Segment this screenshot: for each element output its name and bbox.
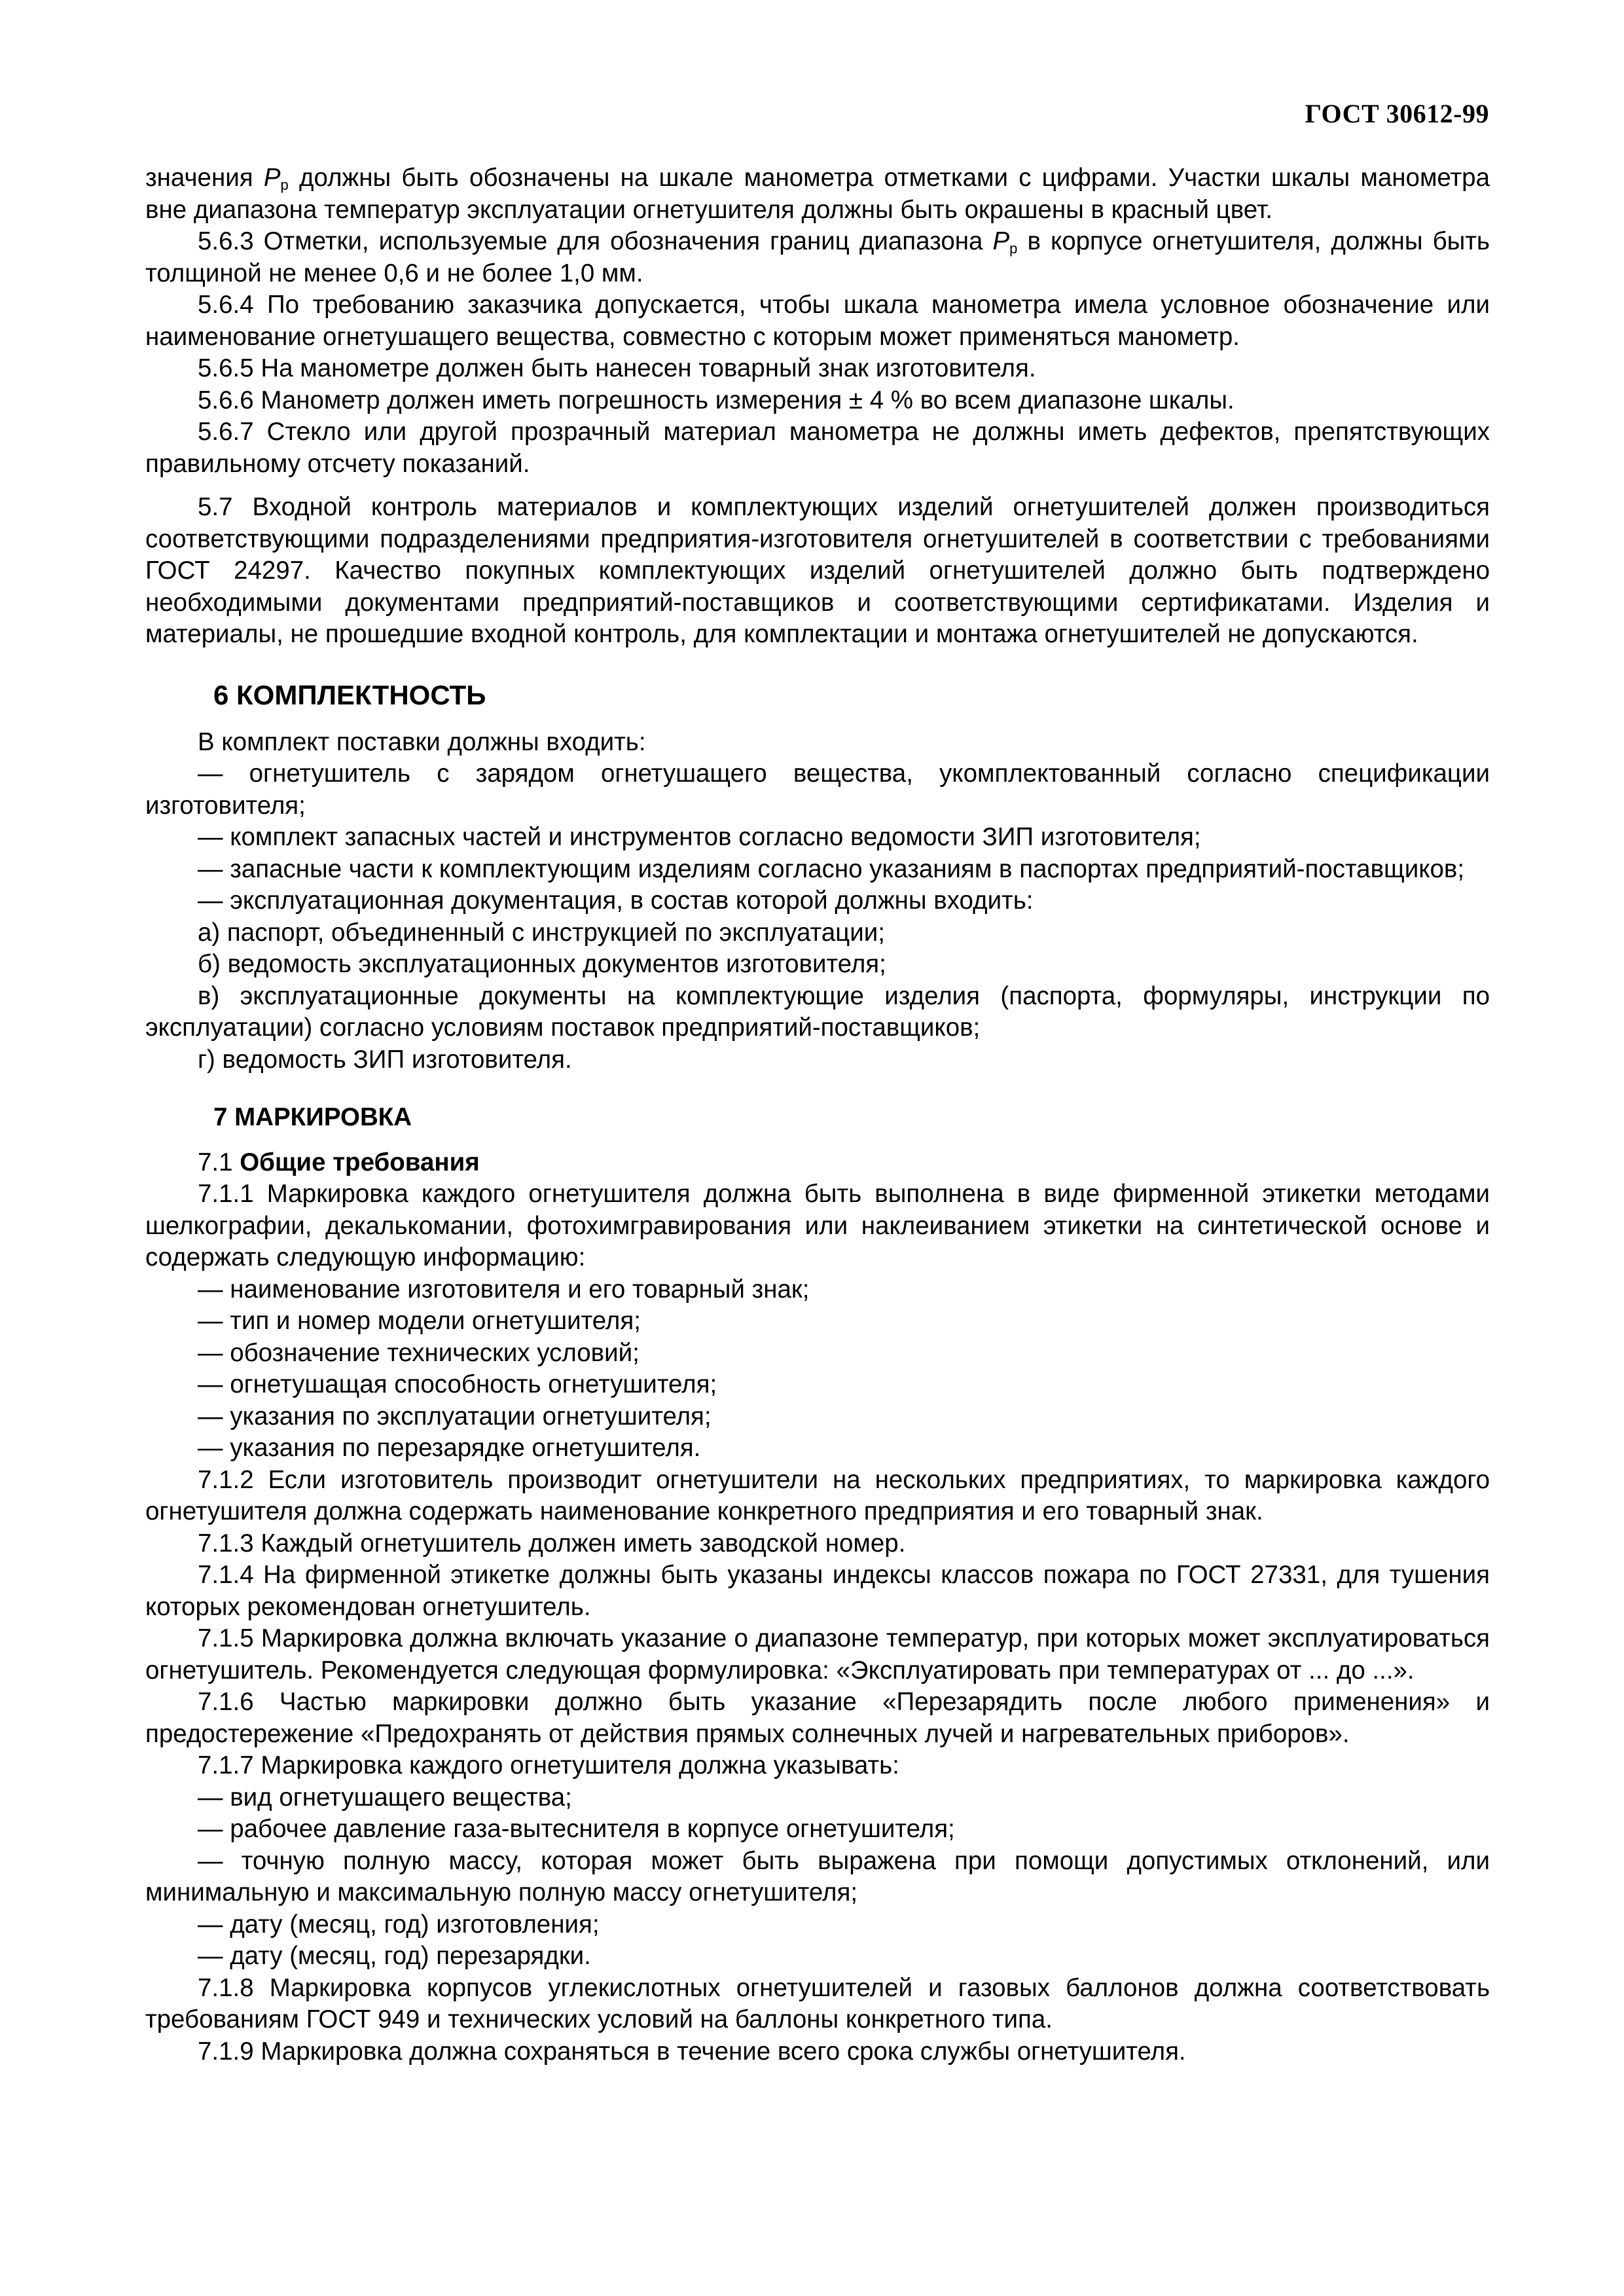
text-fragment: значения xyxy=(145,164,264,192)
list-item: — дату (месяц, год) изготовления; xyxy=(198,1910,600,1939)
list-item: — тип и номер модели огнетушителя; xyxy=(198,1307,641,1335)
list-item: — дату (месяц, год) перезарядки. xyxy=(198,1942,591,1970)
paragraph-5-7: 5.7 Входной контроль материалов и комплектующих изделий огнетушителей должен производиться соответствующими подразделениями предприятия-изготовителя огнетушителей в соответствии с требованиями ГОСТ 24297. Качество покупных комплектующих изделий огнетушителей должно быть подтверждено необходимыми документами предприятий-поставщиков и соответствующими сертификатами. Изделия и материалы, не прошедшие входной контроль, для комплектации и монтажа огнетушителей не допускаются. xyxy=(145,493,1490,648)
paragraph-7-1-7: 7.1.7 Маркировка каждого огнетушителя должна указывать: xyxy=(198,1751,899,1779)
paragraph-7-1-9: 7.1.9 Маркировка должна сохраняться в течение всего срока службы огнетушителя. xyxy=(198,2037,1186,2066)
paragraph-7-1-8: 7.1.8 Маркировка корпусов углекислотных огнетушителей и газовых баллонов должна соответствовать требованиям ГОСТ 949 и технических условий на баллоны конкретного типа. xyxy=(145,1973,1490,2033)
symbol-subscript: р xyxy=(280,177,289,193)
symbol-subscript: р xyxy=(1009,240,1018,257)
paragraph-pressure-scale xyxy=(145,162,1490,226)
list-item: — вид огнетушащего вещества; xyxy=(198,1783,572,1812)
list-item: — наименование изготовителя и его товарный знак; xyxy=(198,1275,810,1303)
text-fragment: в корпусе огнетушителя, должны быть толщиной не менее 0,6 и не более 1,0 мм. xyxy=(145,227,1490,287)
symbol-pr xyxy=(992,227,1017,255)
paragraph-7-1-1: 7.1.1 Маркировка каждого огнетушителя должна быть выполнена в виде фирменной этикетки методами шелкографии, декалькомании, фотохимгравирования или наклеиванием этикетки на синтетической основе и содержать следующую информацию: xyxy=(145,1180,1490,1271)
list-item: — обозначение технических условий; xyxy=(198,1338,640,1367)
paragraph-5-6-5: 5.6.5 На манометре должен быть нанесен товарный знак изготовителя. xyxy=(198,354,1036,382)
subsection-title: Общие требования xyxy=(240,1148,480,1176)
text-fragment: 5.6.3 Отметки, используемые для обозначения границ диапазона xyxy=(198,227,993,255)
paragraph-5-6-7: 5.6.7 Стекло или другой прозрачный материал манометра не должны иметь дефектов, препятствующих правильному отсчету показаний. xyxy=(145,418,1490,478)
paragraph-7-1-5: 7.1.5 Маркировка должна включать указание о диапазоне температур, при которых может эксплуатироваться огнетушитель. Рекомендуется следующая формулировка: «Эксплуатировать при температурах от ... до ...». xyxy=(145,1624,1490,1685)
paragraph-5-6-3 xyxy=(145,226,1490,289)
paragraph-7-1-4: 7.1.4 На фирменной этикетке должны быть указаны индексы классов пожара по ГОСТ 27331, для тушения которых рекомендован огнетушитель. xyxy=(145,1561,1490,1621)
list-item: а) паспорт, объединенный с инструкцией по эксплуатации; xyxy=(198,918,885,947)
list-item: в) эксплуатационные документы на комплектующие изделия (паспорта, формуляры, инструкции по эксплуатации) согласно условиям поставок предприятий-поставщиков; xyxy=(145,981,1490,1042)
list-item: — эксплуатационная документация, в состав которой должны входить: xyxy=(198,886,1034,915)
list-item: г) ведомость ЗИП изготовителя. xyxy=(198,1045,572,1074)
section-7-title: 7 МАРКИРОВКА xyxy=(213,1103,412,1131)
list-item: — рабочее давление газа-вытеснителя в корпусе огнетушителя; xyxy=(198,1815,955,1843)
symbol-letter: P xyxy=(992,227,1010,255)
document-header-id: ГОСТ 30612-99 xyxy=(1305,99,1489,128)
paragraph-7-1-2: 7.1.2 Если изготовитель производит огнетушители на нескольких предприятиях, то маркировка каждого огнетушителя должна содержать наименование конкретного предприятия и его товарный знак. xyxy=(145,1465,1490,1525)
paragraph-7-1-6: 7.1.6 Частью маркировки должно быть указание «Перезарядить после любого применения» и предостережение «Предохранять от действия прямых солнечных лучей и нагревательных приборов». xyxy=(145,1688,1490,1748)
section-6-title: 6 КОМПЛЕКТНОСТЬ xyxy=(213,679,486,710)
text-fragment: должны быть обозначены на шкале манометра отметками с цифрами. Участки шкалы манометра вне диапазона температур эксплуатации огнетушителя должны быть окрашены в красный цвет. xyxy=(145,164,1490,224)
paragraph-5-6-6: 5.6.6 Манометр должен иметь погрешность измерения ± 4 % во всем диапазоне шкалы. xyxy=(198,386,1235,414)
paragraph-5-6-4: 5.6.4 По требованию заказчика допускается, чтобы шкала манометра имела условное обозначение или наименование огнетушащего вещества, совместно с которым может применяться манометр. xyxy=(145,291,1490,351)
document-body xyxy=(145,162,1490,2068)
list-item: — указания по эксплуатации огнетушителя; xyxy=(198,1402,712,1430)
symbol-letter: P xyxy=(263,164,281,192)
list-item: — запасные части к комплектующим изделиям согласно указаниям в паспортах предприятий-поставщиков; xyxy=(198,854,1465,883)
list-item: — комплект запасных частей и инструментов согласно ведомости ЗИП изготовителя; xyxy=(198,823,1201,851)
paragraph-7-1-3: 7.1.3 Каждый огнетушитель должен иметь заводской номер. xyxy=(198,1529,906,1558)
list-item: — огнетушитель с зарядом огнетушащего вещества, укомплектованный согласно спецификации изготовителя; xyxy=(145,759,1490,820)
section-6-intro: В комплект поставки должны входить: xyxy=(198,727,646,756)
symbol-pr xyxy=(264,164,289,192)
subsection-number: 7.1 xyxy=(198,1148,240,1176)
list-item: б) ведомость эксплуатационных документов изготовителя; xyxy=(198,950,886,978)
list-item: — огнетушащая способность огнетушителя; xyxy=(198,1370,717,1398)
list-item: — указания по перезарядке огнетушителя. xyxy=(198,1434,701,1462)
list-item: — точную полную массу, которая может быть выражена при помощи допустимых отклонений, или минимальную и максимальную полную массу огнетушителя; xyxy=(145,1846,1490,1906)
subsection-7-1-heading xyxy=(145,1147,1490,1179)
